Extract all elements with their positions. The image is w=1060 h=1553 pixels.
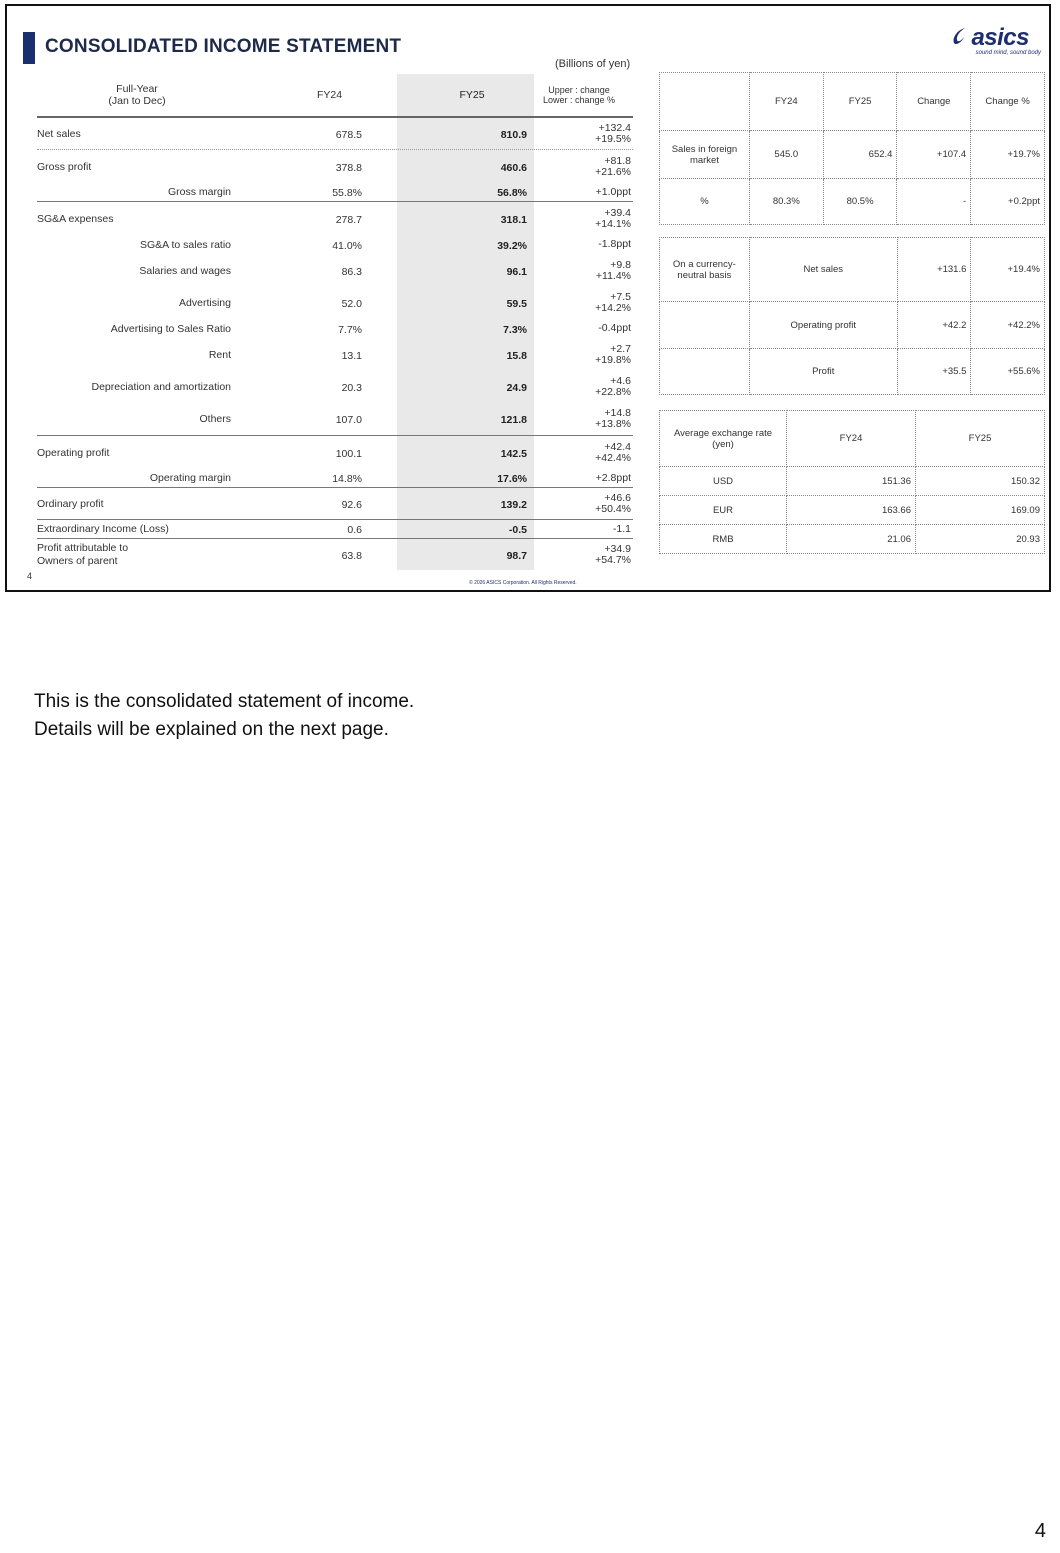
table-row: Operating profit 100.1 142.5 +42.4 +42.4% [37, 440, 631, 464]
income-statement-table [37, 74, 633, 571]
speaker-notes [34, 688, 414, 744]
logo-wordmark: asics [971, 24, 1029, 51]
table-header-row [37, 74, 633, 118]
table-row: Advertising to Sales Ratio 7.7% 7.3% -0.4ppt [110, 322, 631, 336]
table-row: EUR 163.66 169.09 [660, 496, 1045, 525]
table-row: Extraordinary Income (Loss) 0.6 -0.5 -1.1 [37, 520, 633, 539]
table-row: Rent 13.1 15.8 +2.7 +19.8% [208, 342, 631, 366]
table-row: Average exchange rate (yen) FY24 FY25 [660, 411, 1045, 467]
table-row: Gross margin 55.8% 56.8% +1.0ppt [37, 183, 633, 202]
table-row: SG&A expenses 278.7 318.1 +39.4 +14.1% [37, 206, 631, 230]
currency-neutral-table [659, 237, 1045, 395]
table-row: On a currency-neutral basis Net sales +131.6 +19.4% [660, 238, 1045, 302]
exchange-rate-table [659, 410, 1045, 554]
table-row: Gross profit 378.8 460.6 +81.8 +21.6% [37, 154, 631, 178]
asics-logo [949, 16, 1041, 56]
notes-line-1: This is the consolidated statement of income. [34, 691, 415, 712]
table-row: Ordinary profit 92.6 139.2 +46.6 +50.4% [37, 488, 633, 520]
table-row: SG&A to sales ratio 41.0% 39.2% -1.8ppt [139, 238, 631, 252]
slide-title: CONSOLIDATED INCOME STATEMENT [45, 36, 402, 57]
title-accent-bar [23, 32, 35, 64]
page-number: 4 [1034, 1520, 1046, 1542]
table-row: Operating profit +42.2 +42.2% [660, 302, 1045, 349]
header-fy25: FY25 [459, 89, 485, 101]
table-row: Net sales 678.5 810.9 +132.4 +19.5% [37, 118, 633, 150]
table-row: Profit +35.5 +55.6% [660, 349, 1045, 395]
unit-label: (Billions of yen) [555, 58, 631, 70]
table-row: Advertising 52.0 59.5 +7.5 +14.2% [179, 291, 631, 314]
slide [5, 4, 1051, 592]
slide-page-number: 4 [27, 571, 33, 581]
copyright-notice: © 2026 ASICS Corporation. All Rights Reserved. [469, 580, 577, 586]
table-row: Depreciation and amortization 20.3 24.9 +4.6 +22.8% [91, 375, 631, 398]
table-row: FY24 FY25 Change Change % [660, 73, 1045, 131]
table-row: Sales in foreign market 545.0 652.4 +107.4 +19.7% [660, 131, 1045, 179]
header-fy24: FY24 [316, 89, 343, 101]
table-row: USD 151.36 150.32 [660, 467, 1045, 496]
foreign-market-table [659, 72, 1045, 225]
table-row: RMB 21.06 20.93 [660, 525, 1045, 554]
header-period: Full-Year (Jan to Dec) [108, 83, 166, 107]
header-change: Upper : change Lower : change % [542, 85, 616, 105]
notes-line-2: Details will be explained on the next page. [34, 719, 389, 740]
logo-tagline: sound mind, sound body [975, 50, 1041, 56]
asics-swoosh-icon [951, 26, 969, 46]
table-row: Operating margin 14.8% 17.6% +2.8ppt [37, 469, 633, 488]
table-row: Others 107.0 121.8 +14.8 +13.8% [37, 403, 633, 436]
table-row: Salaries and wages 86.3 96.1 +9.8 +11.4% [139, 258, 631, 282]
table-row: % 80.3% 80.5% - +0.2ppt [660, 179, 1045, 225]
table-row: Profit attributable to Owners of parent 63.8 98.7 +34.9 +54.7% [37, 542, 631, 567]
